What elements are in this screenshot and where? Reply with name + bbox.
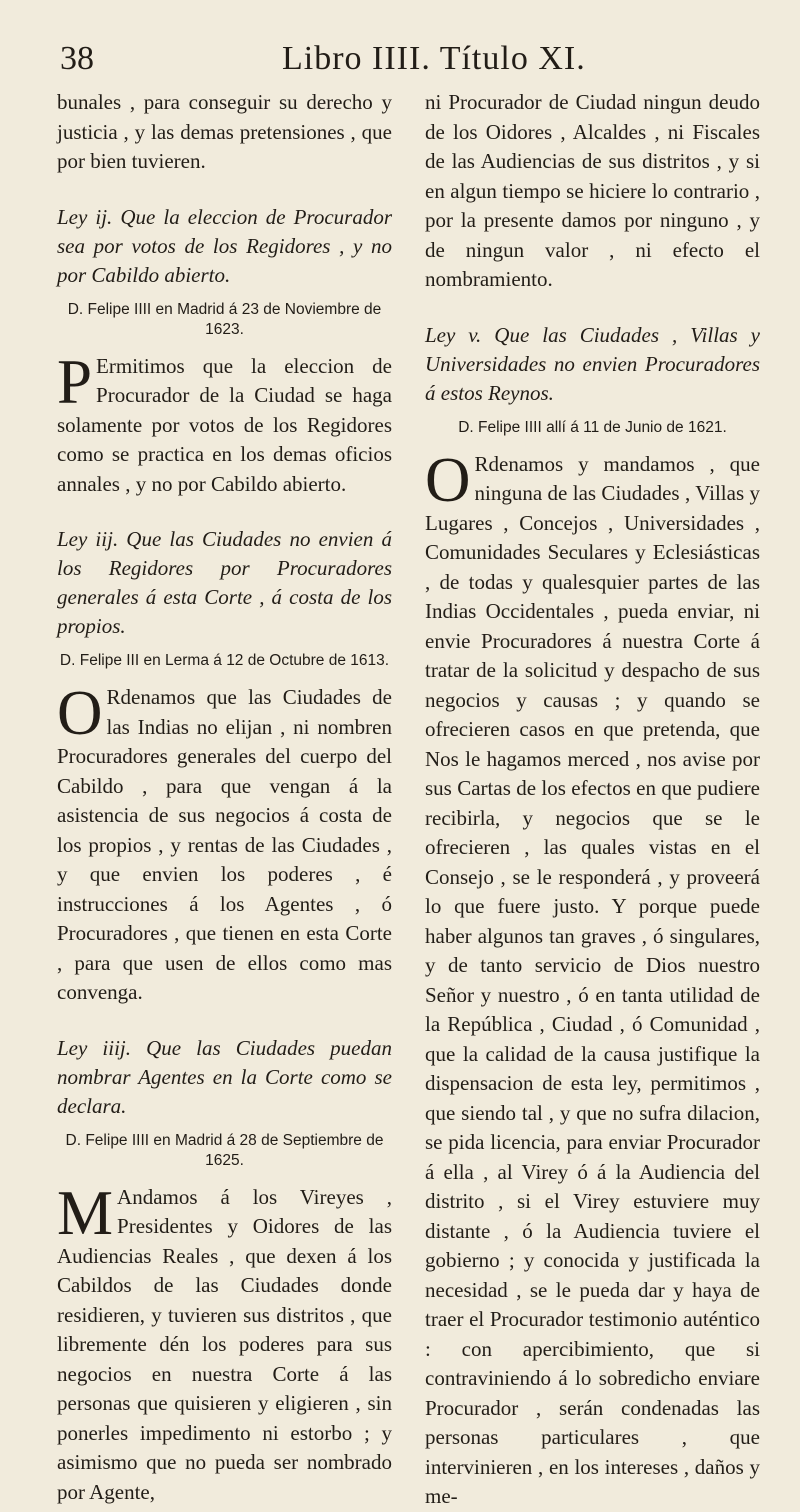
continuation-paragraph: ni Procurador de Ciudad ningun deudo de los Oidores , Alcaldes , ni Fiscales de las Audiencias de sus distritos , y si en algun tiempo se hiciere lo contrario , por la presente damos por ninguno , y de ningun valor , ni efecto el nombramiento.: [425, 90, 760, 291]
law-4-date: D. Felipe IIII en Madrid á 28 de Septiembre de 1625.: [65, 1131, 384, 1169]
law-4-text: MAndamos á los Vireyes , Presidentes y Oidores de las Audiencias Reales , que dexen á los Cabildos de las Ciudades donde residieren, y tuvieren sus distritos , que libremente dén los poderes para sus negocios en nuestra Corte á las personas que quisieren y eligieren , sin ponerles impedimento ni estorbo ; y asimismo que no pueda ser nombrado por Agente,: [57, 1177, 392, 1504]
right-column: [425, 88, 760, 1512]
law-2-date: D. Felipe IIII en Madrid á 23 de Noviembre de 1623.: [67, 300, 382, 338]
left-column: [57, 88, 392, 1507]
intro-paragraph: bunales , para conseguir su derecho y justicia , y las demas pretensiones , que por bien tuvieren.: [57, 90, 392, 173]
page-header: [0, 40, 800, 90]
running-title: Libro IIII. Título XI.: [282, 40, 586, 77]
law-5-title: Ley v. Que las Ciudades , Villas y Universidades no envien Procuradores á estos Reynos.: [425, 322, 760, 405]
law-3-date: D. Felipe III en Lerma á 12 de Octubre de 1613.: [59, 652, 390, 669]
law-2-title: Ley ij. Que la eleccion de Procurador sea por votos de los Regidores , y no por Cabildo abierto.: [57, 204, 392, 287]
law-3-text: ORdenamos que las Ciudades de las Indias no elijan , ni nombren Procuradores generales del cuerpo del Cabildo , para que vengan á la asistencia de sus negocios á costa de los propios , y rentas de las Ciudades , y que envien los poderes , é instrucciones á los Agentes , ó Procuradores , que tienen en esta Corte , para que usen de ellos como mas convenga.: [57, 678, 392, 1004]
law-2-text: PErmitimos que la eleccion de Procurador de la Ciudad se haga solamente por votos de los Regidores como se practica en los demas oficios annales , y no por Cabildo abierto.: [57, 346, 392, 496]
law-5-date: D. Felipe IIII allí á 11 de Junio de 1621.: [458, 418, 727, 436]
law-5-text: ORdenamos y mandamos , que ninguna de las Ciudades , Villas y Lugares , Concejos , Universidades , Comunidades Seculares y Eclesiásticas , de todas y qualesquier partes de las Indias Occidentales , pueda enviar, ni envie Procuradores á nuestra Corte á tratar de la solicitud y despacho de sus negocios y causas ; y quando se ofrecieren casos en que pretenda, que Nos le hagamos merced , nos avise por sus Cartas de los efectos en que pudiere recibirla, y negocios que se le ofrecieren , las quales vistas en el Consejo , se le responderá , y proveerá lo que fuere justo. Y porque puede haber algunos tan graves , ó singulares, y de tanto servicio de Dios nuestro Señor y nuestro , ó en tanta utilidad de la República , Ciudad , ó Comunidad , que la calidad de la causa justifique la dispensacion de esta ley, permitimos , que siendo tal , y que no sufra dilacion, se pida licencia, para enviar Procurador á ella , al Virey ó á la Audiencia del distrito , si el Virey estuviere muy distante , ó la Audiencia tuviere el gobierno ; y conocida y justificada la necesidad , se le pueda dar y haya de traer el Procurador testimonio auténtico : con apercibimiento, que si contraviniendo á lo sobredicho enviare Procurador , serán condenadas las personas particulares , que intervinieren , en los intereses , daños y me-: [425, 444, 760, 1508]
law-3-title: Ley iij. Que las Ciudades no envien á los Regidores por Procuradores generales á esta Corte , á costa de los propios.: [57, 527, 392, 638]
law-4-title: Ley iiij. Que las Ciudades puedan nombrar Agentes en la Corte como se declara.: [57, 1035, 392, 1118]
page-number: 38: [60, 40, 94, 77]
